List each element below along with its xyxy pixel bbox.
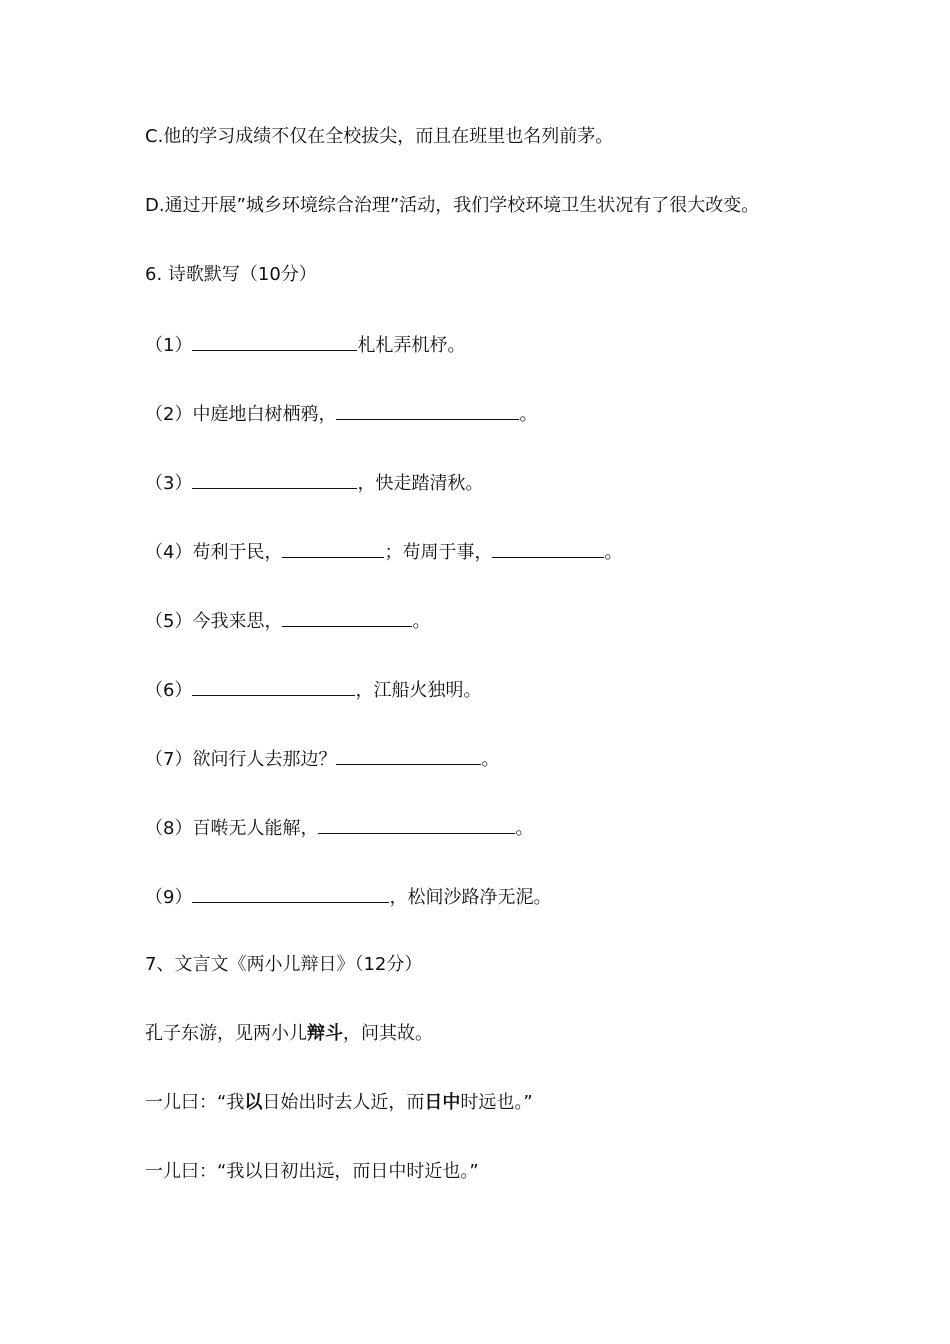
item-text: 欲问行人去那边？ [192, 749, 337, 770]
item-number: （9） [145, 887, 193, 908]
poem-item-8 [145, 815, 533, 841]
answer-blank[interactable] [192, 884, 389, 903]
answer-blank[interactable] [192, 470, 357, 489]
text-segment: 孔子东游，见两小儿 [145, 1023, 307, 1044]
poem-item-6 [145, 677, 481, 703]
item-text: ，江船火独明。 [355, 680, 482, 701]
item-number: （5） [145, 611, 193, 632]
option-c: C.他的学习成绩不仅在全校拔尖，而且在班里也名列前茅。 [145, 126, 614, 147]
item-number: （8） [145, 818, 193, 839]
item-number: （7） [145, 749, 193, 770]
bold-keyword: 辩斗 [307, 1023, 343, 1044]
answer-blank[interactable] [318, 815, 515, 834]
answer-blank[interactable] [192, 677, 355, 696]
answer-blank[interactable] [336, 401, 519, 420]
item-number: （6） [145, 680, 193, 701]
item-number: （2） [145, 404, 193, 425]
poem-item-5 [145, 608, 430, 634]
bold-keyword: 日中 [424, 1092, 461, 1113]
answer-blank[interactable] [492, 539, 604, 558]
classical-text-line-1 [145, 1022, 433, 1046]
classical-text-line-2 [145, 1091, 533, 1115]
item-number: （1） [145, 335, 193, 356]
item-text: 。 [515, 818, 534, 839]
item-text: 。 [481, 749, 500, 770]
item-text: ，快走踏清秋。 [357, 473, 484, 494]
item-text: ；苟周于事， [384, 542, 493, 563]
item-number: （3） [145, 473, 193, 494]
item-text: 今我来思， [192, 611, 283, 632]
item-text: 百啭无人能解， [192, 818, 319, 839]
poem-item-3 [145, 470, 483, 496]
item-number: （4） [145, 542, 193, 563]
bold-keyword: 以 [244, 1092, 263, 1113]
answer-blank[interactable] [192, 332, 357, 351]
poem-item-7 [145, 746, 499, 772]
item-text: 。 [604, 542, 623, 563]
text-segment: ，问其故。 [343, 1023, 433, 1044]
classical-text-line-3: 一儿曰：“我以日初出远，而日中时近也。” [145, 1161, 479, 1182]
question-6-heading: 6. 诗歌默写（10分） [145, 264, 317, 285]
text-segment: 一儿曰：“我 [145, 1092, 245, 1113]
item-text: ，松间沙路净无泥。 [389, 887, 552, 908]
answer-blank[interactable] [282, 539, 384, 558]
poem-item-4 [145, 539, 622, 565]
text-segment: 日始出时去人近，而 [262, 1092, 425, 1113]
option-d: D.通过开展”城乡环境综合治理”活动，我们学校环境卫生状况有了很大改变。 [145, 195, 760, 216]
item-text: 札札弄机杼。 [357, 335, 466, 356]
poem-item-9 [145, 884, 551, 910]
item-text: 。 [412, 611, 431, 632]
item-text: 。 [519, 404, 538, 425]
answer-blank[interactable] [282, 608, 412, 627]
item-text: 苟利于民， [192, 542, 283, 563]
answer-blank[interactable] [336, 746, 481, 765]
poem-item-1 [145, 332, 465, 358]
question-7-heading: 7、文言文《两小儿辩日》（12分） [145, 954, 423, 975]
item-text: 中庭地白树栖鸦， [192, 404, 337, 425]
poem-item-2 [145, 401, 537, 427]
text-segment: 时远也。” [460, 1092, 533, 1113]
